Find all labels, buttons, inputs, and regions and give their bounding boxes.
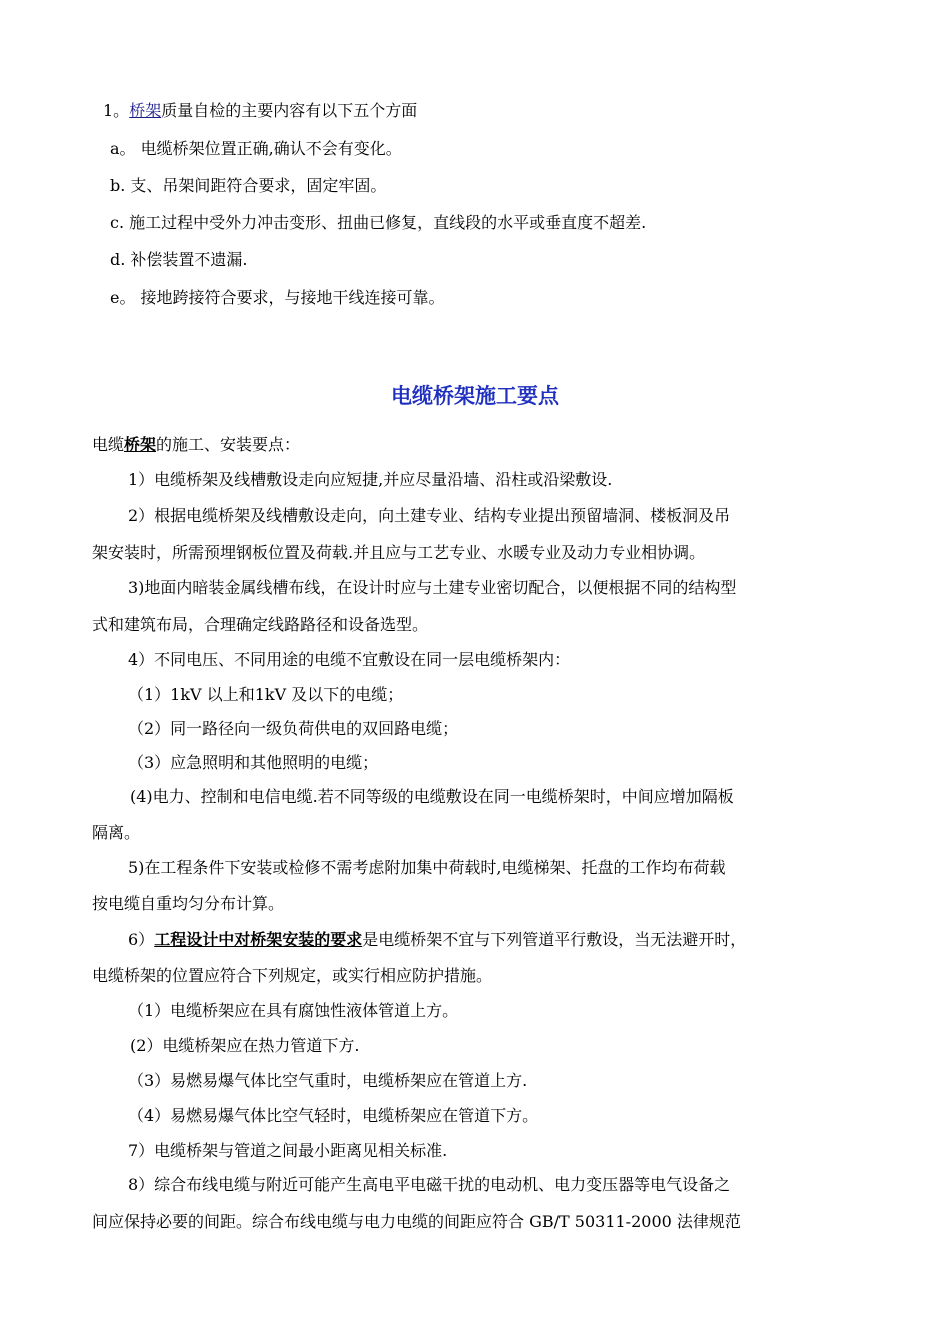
page-title: 电缆桥架施工要点 — [391, 384, 559, 408]
intro-rest: 的施工、安装要点： — [156, 435, 301, 454]
para-6-item-1: （1）电缆桥架应在具有腐蚀性液体管道上方。 — [128, 1001, 459, 1020]
para-4-item-4-line-1: (4)电力、控制和电信电缆.若不同等级的电缆敷设在同一电缆桥架时，中间应增加隔板 — [130, 787, 734, 806]
checklist-item-d: d. 补偿装置不遗漏. — [110, 250, 248, 269]
para-4-item-1: （1）1kV 以上和1kV 及以下的电缆； — [128, 685, 404, 704]
para-4-item-4-line-2: 隔离。 — [92, 823, 141, 842]
checklist-item-e: e。 接地跨接符合要求，与接地干线连接可靠。 — [110, 288, 445, 307]
para-6-item-2: (2）电缆桥架应在热力管道下方. — [130, 1036, 360, 1055]
checklist-item-b: b. 支、吊架间距符合要求，固定牢固。 — [110, 176, 387, 195]
para-3-line-2: 式和建筑布局，合理确定线路路径和设备选型。 — [92, 615, 429, 634]
para-5-line-1: 5)在工程条件下安装或检修不需考虑附加集中荷载时,电缆梯架、托盘的工作均布荷载 — [128, 858, 726, 877]
para-4-item-3: （3）应急照明和其他照明的电缆； — [128, 753, 379, 772]
checklist-heading — [103, 101, 417, 121]
para-5-line-2: 按电缆自重均匀分布计算。 — [92, 894, 285, 913]
checklist-item-c: c. 施工过程中受外力冲击变形、扭曲已修复，直线段的水平或垂直度不超差. — [110, 213, 647, 232]
bridge-link[interactable]: 桥架 — [129, 101, 162, 120]
intro-prefix: 电缆 — [92, 435, 125, 454]
para-4: 4）不同电压、不同用途的电缆不宜敷设在同一层电缆桥架内： — [128, 650, 571, 669]
para-6-number: 6） — [128, 930, 155, 949]
para-6-line-2: 电缆桥架的位置应符合下列规定，或实行相应防护措施。 — [92, 966, 493, 985]
para-3-line-1: 3)地面内暗装金属线槽布线，在设计时应与土建专业密切配合，以便根据不同的结构型 — [128, 578, 737, 597]
checklist-item-a: a。 电缆桥架位置正确,确认不会有变化。 — [110, 139, 402, 158]
para-6-bold-link[interactable]: 工程设计中对桥架安装的要求 — [154, 930, 363, 949]
heading-number: 1。 — [103, 101, 130, 120]
para-2-line-2: 架安装时，所需预埋钢板位置及荷载.并且应与工艺专业、水暖专业及动力专业相协调。 — [92, 543, 706, 562]
para-6-item-3: （3）易燃易爆气体比空气重时，电缆桥架应在管道上方. — [128, 1071, 528, 1090]
para-8-line-2: 间应保持必要的间距。综合布线电缆与电力电缆的间距应符合 GB/T 50311-2000 法律规范 — [92, 1212, 741, 1231]
para-6-line-1 — [128, 930, 746, 950]
para-6-text: 是电缆桥架不宜与下列管道平行敷设，当无法避开时， — [362, 930, 747, 949]
intro-line — [92, 435, 300, 455]
heading-text: 质量自检的主要内容有以下五个方面 — [161, 101, 418, 120]
para-4-item-2: （2）同一路径向一级负荷供电的双回路电缆； — [128, 719, 459, 738]
para-2-line-1: 2）根据电缆桥架及线槽敷设走向，向土建专业、结构专业提出预留墙洞、楼板洞及吊 — [128, 506, 731, 525]
para-8-line-1: 8）综合布线电缆与附近可能产生高电平电磁干扰的电动机、电力变压器等电气设备之 — [128, 1175, 731, 1194]
para-6-item-4: （4）易燃易爆气体比空气轻时，电缆桥架应在管道下方。 — [128, 1106, 539, 1125]
para-1: 1）电缆桥架及线槽敷设走向应短捷,并应尽量沿墙、沿柱或沿梁敷设. — [128, 470, 613, 489]
intro-bold-link[interactable]: 桥架 — [124, 435, 157, 454]
para-7: 7）电缆桥架与管道之间最小距离见相关标准. — [128, 1141, 448, 1160]
